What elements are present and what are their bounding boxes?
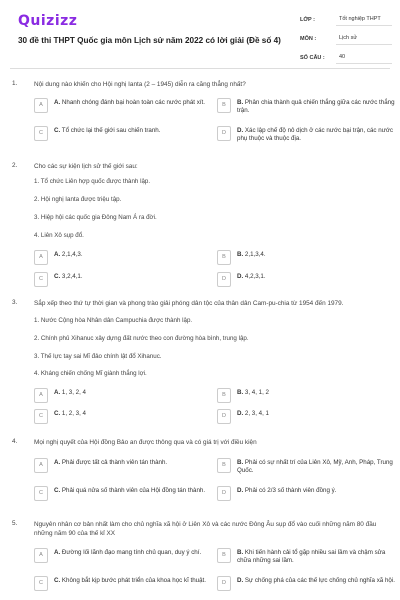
option-text: 3,2,4,1. bbox=[61, 273, 83, 280]
option-d[interactable] bbox=[217, 272, 397, 287]
option-text: Phải có sự nhất trí của Liên Xô, Mỹ, Anh, Pháp, Trung Quốc. bbox=[237, 459, 393, 474]
option-letter-box: B bbox=[217, 548, 231, 563]
option-text: Đường lối lãnh đạo mang tính chủ quan, duy ý chí. bbox=[61, 549, 202, 556]
option-c[interactable] bbox=[34, 272, 214, 287]
option-key: D. bbox=[237, 273, 244, 280]
option-d[interactable] bbox=[217, 486, 397, 501]
meta-row-count bbox=[300, 50, 392, 66]
option-text: Tổ chức lại thế giới sau chiến tranh. bbox=[61, 127, 161, 134]
option-letter-box: C bbox=[34, 576, 48, 591]
option-letter-box: A bbox=[34, 250, 48, 265]
statement-item: 4. Liên Xô sụp đổ. bbox=[34, 232, 84, 239]
option-d[interactable] bbox=[217, 126, 397, 143]
option-letter-box: A bbox=[34, 458, 48, 473]
option-text: Khi tiến hành cải tổ gặp nhiều sai lầm và chậm sửa chữa những sai lầm. bbox=[237, 549, 386, 564]
option-letter-box: C bbox=[34, 126, 48, 141]
option-a[interactable] bbox=[34, 250, 214, 265]
option-key: A. bbox=[54, 549, 61, 556]
option-a[interactable] bbox=[34, 458, 214, 473]
page-title: 30 đề thi THPT Quốc gia môn Lịch sử năm 2022 có lời giải (Đề số 4) bbox=[18, 36, 281, 45]
question-text: Nguyên nhân cơ bản nhất làm cho chủ nghĩa xã hội ở Liên Xô và các nước Đông Âu sụp đổ vào cuối những năm 80 đầu những năm 90 của thế kỉ XX bbox=[34, 521, 377, 537]
option-key: C. bbox=[54, 577, 61, 584]
option-letter-box: C bbox=[34, 409, 48, 424]
option-letter-box: A bbox=[34, 388, 48, 403]
option-c[interactable] bbox=[34, 409, 214, 424]
option-key: B. bbox=[237, 459, 244, 466]
question-text: Nội dung nào khiến cho Hội nghị Ianta (2 – 1945) diễn ra căng thẳng nhất? bbox=[34, 81, 246, 88]
option-c[interactable] bbox=[34, 126, 214, 141]
option-letter-box: D bbox=[217, 486, 231, 501]
statement-item: 1. Nước Cộng hòa Nhân dân Campuchia được thành lập. bbox=[34, 317, 193, 324]
option-letter-box: D bbox=[217, 272, 231, 287]
option-key: A. bbox=[54, 459, 61, 466]
question-number: 1. bbox=[12, 80, 18, 87]
statement-item: 1. Tổ chức Liên hợp quốc được thành lập. bbox=[34, 178, 151, 185]
option-letter-box: B bbox=[217, 458, 231, 473]
option-a[interactable] bbox=[34, 98, 214, 113]
option-letter-box: C bbox=[34, 272, 48, 287]
option-text: Nhanh chóng đánh bại hoàn toàn các nước phát xít. bbox=[61, 99, 205, 106]
option-d[interactable] bbox=[217, 409, 397, 424]
meta-panel bbox=[300, 12, 392, 69]
option-a[interactable] bbox=[34, 388, 214, 403]
meta-value: Tốt nghiệp THPT bbox=[336, 14, 392, 26]
option-key: B. bbox=[237, 549, 244, 556]
option-letter-box: A bbox=[34, 548, 48, 563]
option-text: 1, 2, 3, 4 bbox=[61, 410, 87, 417]
question-number: 5. bbox=[12, 520, 18, 527]
option-text: Phân chia thành quả chiến thắng giữa các nước thắng trận. bbox=[237, 99, 395, 114]
option-key: D. bbox=[237, 127, 244, 134]
option-key: A. bbox=[54, 99, 61, 106]
option-key: D. bbox=[237, 577, 244, 584]
option-b[interactable] bbox=[217, 98, 397, 115]
option-text: Phải được tất cả thành viên tán thành. bbox=[61, 459, 168, 466]
option-text: 3, 4, 1, 2 bbox=[244, 389, 270, 396]
meta-label: LỚP : bbox=[300, 17, 315, 23]
question-text: Mọi nghị quyết của Hội đồng Bảo an được thông qua và có giá trị với điều kiện bbox=[34, 439, 257, 446]
option-d[interactable] bbox=[217, 576, 397, 591]
option-text: Xác lập chế độ nô dịch ở các nước bại trận, các nước phụ thuộc và thuộc địa. bbox=[237, 127, 393, 142]
option-b[interactable] bbox=[217, 388, 397, 403]
option-text: Sự chống phá của các thế lực chống chủ nghĩa xã hội. bbox=[244, 577, 395, 584]
meta-row-subject bbox=[300, 31, 392, 47]
option-key: C. bbox=[54, 410, 61, 417]
option-letter-box: D bbox=[217, 576, 231, 591]
option-text: 2,1,4,3. bbox=[61, 251, 83, 258]
meta-value: Lịch sử bbox=[336, 33, 392, 45]
option-letter-box: D bbox=[217, 409, 231, 424]
question-number: 4. bbox=[12, 438, 18, 445]
option-key: C. bbox=[54, 487, 61, 494]
question-text: Sắp xếp theo thứ tự thời gian và phong trào giải phóng dân tộc của thân dân Cam-pu-chia từ 1954 đến 1979. bbox=[34, 300, 344, 307]
option-text: Không bắt kịp bước phát triển của khoa học kĩ thuật. bbox=[61, 577, 206, 584]
option-text: 1, 3, 2, 4 bbox=[61, 389, 87, 396]
option-key: B. bbox=[237, 99, 244, 106]
option-b[interactable] bbox=[217, 250, 397, 265]
option-b[interactable] bbox=[217, 458, 397, 475]
statement-item: 2. Hội nghị Ianta được triệu tập. bbox=[34, 196, 122, 203]
quizizz-logo: Quizizz bbox=[18, 13, 78, 29]
meta-value: 40 bbox=[336, 52, 392, 64]
option-key: C. bbox=[54, 273, 61, 280]
option-letter-box: B bbox=[217, 98, 231, 113]
option-text: Phải có 2/3 số thành viên đồng ý. bbox=[244, 487, 337, 494]
question-text: Cho các sự kiện lịch sử thế giới sau: bbox=[34, 163, 138, 170]
option-text: Phải quá nửa số thành viên của Hội đồng tán thành. bbox=[61, 487, 206, 494]
question-number: 3. bbox=[12, 299, 18, 306]
meta-label: MÔN : bbox=[300, 36, 317, 42]
statement-item: 2. Chính phủ Xihanuc xây dựng đất nước theo con đường hòa bình, trung lập. bbox=[34, 335, 249, 342]
option-c[interactable] bbox=[34, 576, 214, 591]
statement-item: 3. Thế lực tay sai Mĩ đảo chính lật đổ Xihanuc. bbox=[34, 353, 162, 360]
option-letter-box: C bbox=[34, 486, 48, 501]
option-key: A. bbox=[54, 389, 61, 396]
statement-item: 3. Hiệp hội các quốc gia Đông Nam Á ra đời. bbox=[34, 214, 157, 221]
option-key: D. bbox=[237, 487, 244, 494]
option-letter-box: B bbox=[217, 250, 231, 265]
option-b[interactable] bbox=[217, 548, 397, 565]
option-key: C. bbox=[54, 127, 61, 134]
statement-item: 4. Kháng chiến chống Mĩ giành thắng lợi. bbox=[34, 370, 147, 377]
option-text: 4,2,3,1. bbox=[244, 273, 266, 280]
option-key: B. bbox=[237, 251, 244, 258]
option-letter-box: B bbox=[217, 388, 231, 403]
option-c[interactable] bbox=[34, 486, 214, 501]
option-key: D. bbox=[237, 410, 244, 417]
header-divider bbox=[10, 68, 390, 69]
question-number: 2. bbox=[12, 162, 18, 169]
option-letter-box: D bbox=[217, 126, 231, 141]
meta-label: SỐ CÂU : bbox=[300, 55, 325, 61]
option-a[interactable] bbox=[34, 548, 214, 563]
meta-row-class bbox=[300, 12, 392, 28]
option-key: B. bbox=[237, 389, 244, 396]
worksheet-header bbox=[0, 0, 400, 72]
option-text: 2, 3, 4, 1 bbox=[244, 410, 270, 417]
option-text: 2,1,3,4. bbox=[244, 251, 266, 258]
option-letter-box: A bbox=[34, 98, 48, 113]
option-key: A. bbox=[54, 251, 61, 258]
